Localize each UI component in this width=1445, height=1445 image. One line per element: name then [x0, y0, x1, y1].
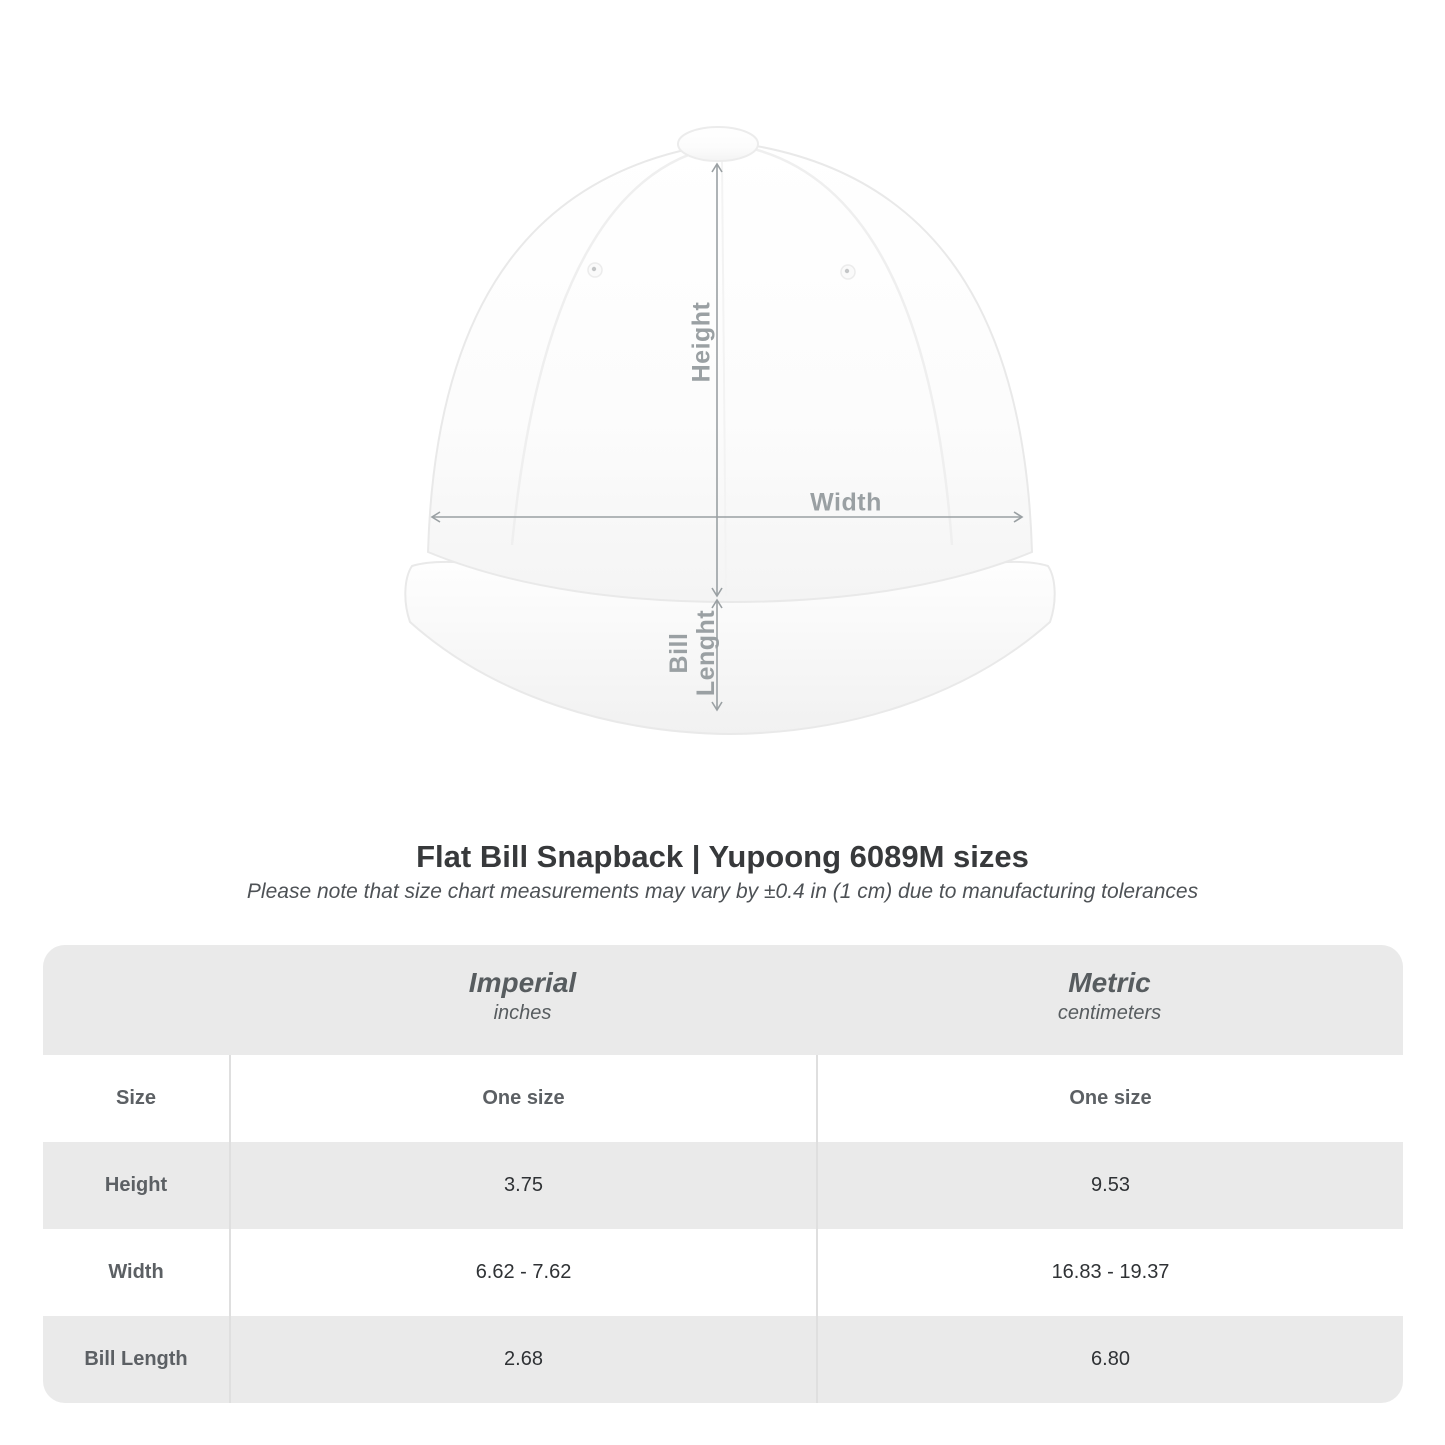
size-table-header — [43, 945, 1403, 1055]
heading-block — [0, 840, 1445, 904]
imperial-header-unit: inches — [493, 1002, 552, 1024]
row-label-height: Height — [104, 1174, 168, 1196]
width-metric-value: 16.83 - 19.37 — [816, 1229, 1403, 1316]
hat-measurement-figure — [400, 100, 1060, 760]
hat-top-button — [678, 127, 758, 161]
table-row-height — [43, 1142, 1403, 1229]
table-row-size — [43, 1055, 1403, 1142]
row-label-size: Size — [115, 1087, 157, 1109]
height-imperial-value: 3.75 — [229, 1142, 816, 1229]
size-imperial-value: One size — [229, 1055, 816, 1142]
bill-length-measure-label — [666, 610, 720, 696]
size-table — [43, 945, 1403, 1403]
snapback-hat-illustration — [400, 100, 1060, 760]
page-title: Flat Bill Snapback | Yupoong 6089M sizes — [416, 839, 1029, 874]
height-measure-label: Height — [687, 301, 716, 383]
table-row-bill-length — [43, 1316, 1403, 1403]
hat-eyelet-left — [588, 263, 602, 277]
metric-header-unit: centimeters — [1057, 1002, 1162, 1024]
metric-header-label: Metric — [1068, 967, 1151, 998]
bill-length-label-line1: Bill — [665, 632, 693, 674]
header-spacer-cell — [43, 945, 229, 1055]
bill-length-label-line2: Lenght — [692, 609, 720, 697]
row-label-width: Width — [108, 1261, 164, 1283]
width-imperial-value: 6.62 - 7.62 — [229, 1229, 816, 1316]
width-measure-label: Width — [810, 488, 882, 517]
row-label-bill-length: Bill Length — [84, 1348, 188, 1370]
height-metric-value: 9.53 — [816, 1142, 1403, 1229]
imperial-header-label: Imperial — [468, 967, 577, 998]
hat-eyelet-right — [841, 265, 855, 279]
table-row-width — [43, 1229, 1403, 1316]
imperial-header-cell — [229, 945, 816, 1055]
bill-length-metric-value: 6.80 — [816, 1316, 1403, 1403]
tolerance-note: Please note that size chart measurements may vary by ±0.4 in (1 cm) due to manufacturing tolerances — [246, 880, 1199, 903]
bill-length-imperial-value: 2.68 — [229, 1316, 816, 1403]
metric-header-cell — [816, 945, 1403, 1055]
hat-crown — [428, 142, 1032, 602]
size-metric-value: One size — [816, 1055, 1403, 1142]
